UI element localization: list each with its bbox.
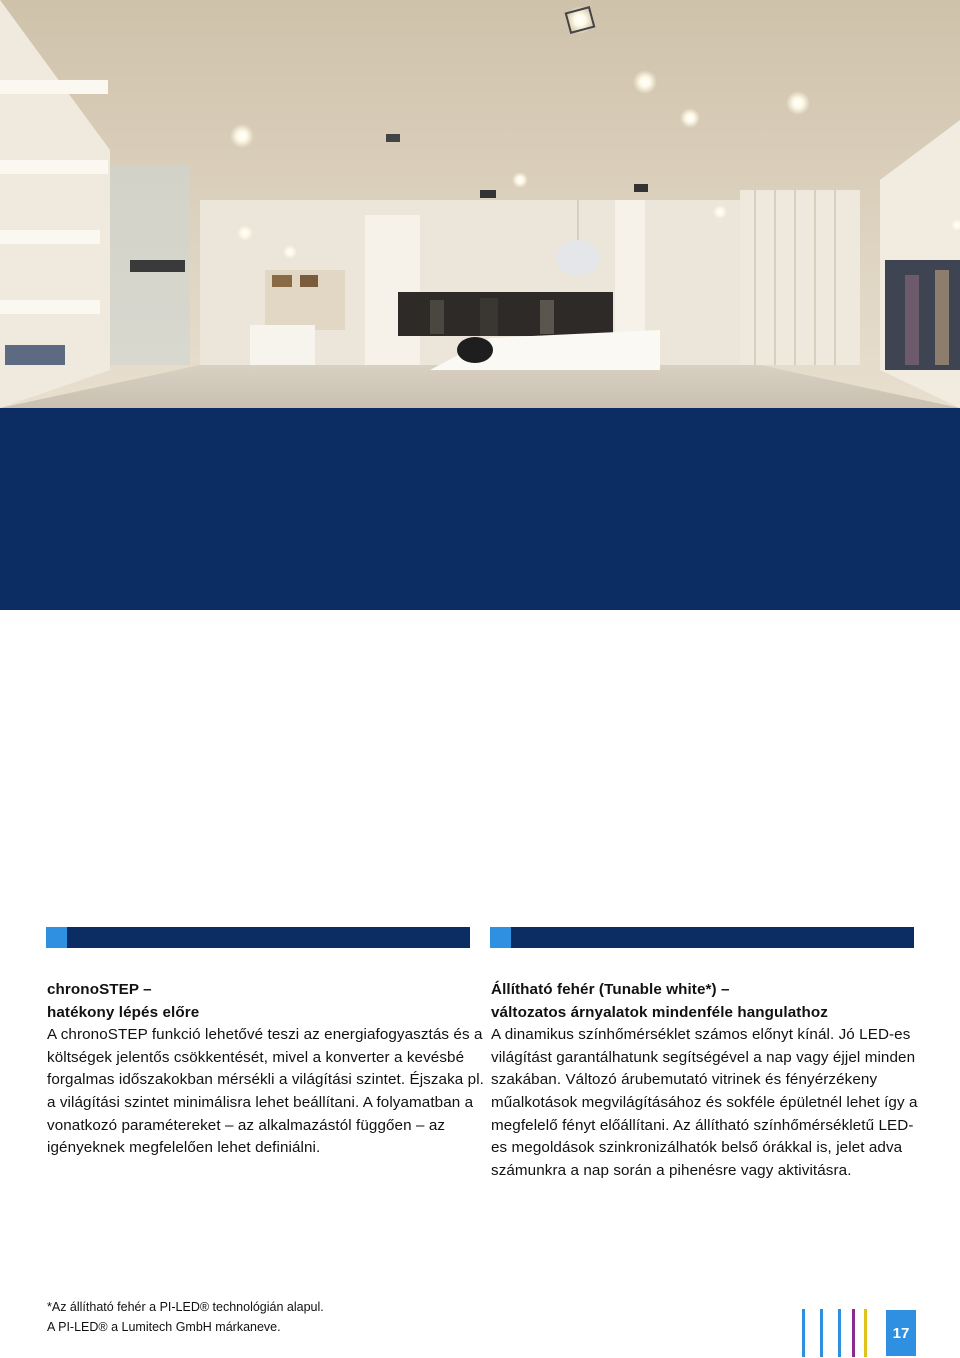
page-number: 17 bbox=[886, 1310, 916, 1356]
right-accent-square bbox=[490, 927, 511, 948]
right-heading-line2: változatos árnyalatok mindenféle hangulathoz bbox=[491, 1003, 828, 1021]
right-body-text: A dinamikus színhőmérséklet számos előnyt kínál. Jó LED-es világítást garantálhatunk segítségével a nap vagy éjjel minden szakában. Változó árubemutató vitrinek és fényérzékeny műalkotások megvilágításához és sokféle épületnél lehet így a megfelelő fényt előállítani. Az állítható színhőmérsékletű LED-es megoldások szinkronizálhatók belső órákkal is, jelet adva számunkra a nap során a pihenésre vagy aktivitásra. bbox=[491, 1026, 918, 1179]
right-section-bar bbox=[490, 927, 914, 948]
right-heading-line1: Állítható fehér (Tunable white*) – bbox=[491, 981, 730, 998]
footnote bbox=[47, 1297, 324, 1337]
left-heading-line1: chronoSTEP – bbox=[47, 981, 152, 998]
left-heading-line2: hatékony lépés előre bbox=[47, 1003, 200, 1021]
left-column bbox=[47, 979, 487, 1160]
left-body-text: A chronoSTEP funkció lehetővé teszi az energiafogyasztás és a költségek jelentős csökkentését, mivel a konverter a kevésbé forgalmas időszakokban mérsékli a világítási szintet. Éjszaka pl. a világítási szintet minimálisra lehet beállítani. A folyamatban a vonatkozó paramétereket – az alkalmazástól függően – az igényeknek megfelelően lehet definiálni. bbox=[47, 1026, 484, 1157]
store-interior-photo bbox=[0, 0, 960, 408]
navy-banner bbox=[0, 408, 960, 610]
footnote-line2: A PI-LED® a Lumitech GmbH márkaneve. bbox=[47, 1320, 281, 1334]
left-section-bar bbox=[46, 927, 470, 948]
decorative-color-bars bbox=[800, 1309, 890, 1357]
right-column bbox=[491, 979, 921, 1182]
footnote-line1: *Az állítható fehér a PI-LED® technológián alapul. bbox=[47, 1300, 324, 1314]
left-accent-square bbox=[46, 927, 67, 948]
